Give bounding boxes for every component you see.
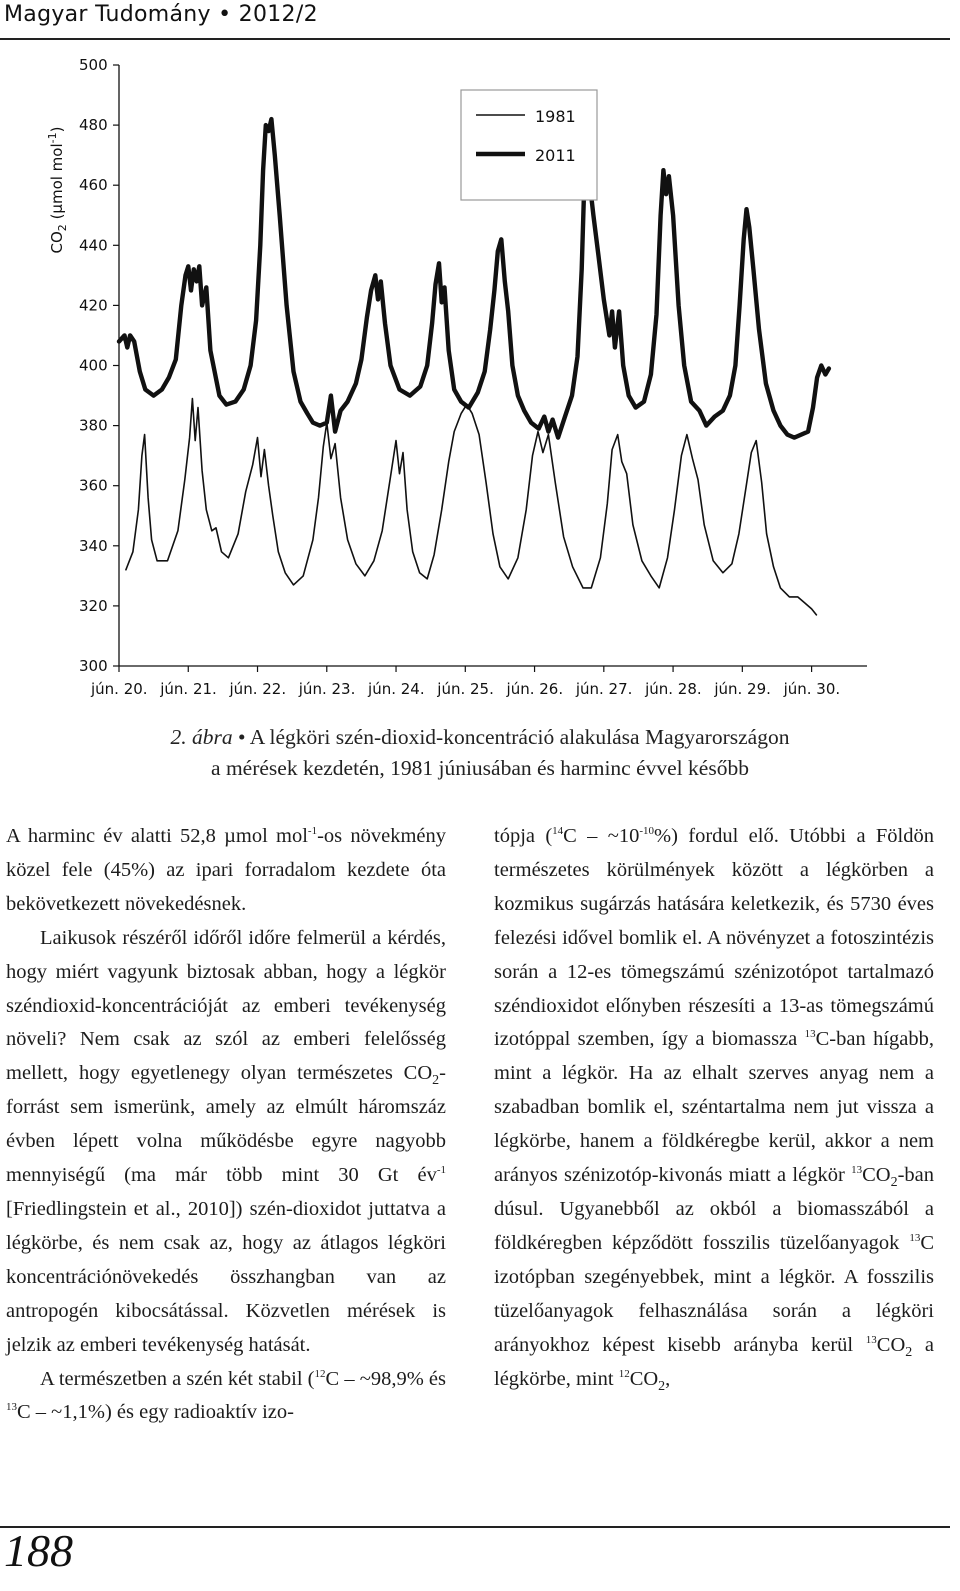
co2-line-chart bbox=[0, 40, 960, 720]
superscript: 12 bbox=[314, 1367, 326, 1380]
y-tick-label: 460 bbox=[79, 176, 108, 195]
caption-text-1: A légköri szén-dioxid-koncentráció alakulása Magyarországon bbox=[249, 725, 790, 749]
superscript: 12 bbox=[618, 1367, 630, 1380]
text-run: C – ~1,1%) és egy radioaktív izo- bbox=[17, 1401, 294, 1424]
text-run: -os növekmény közel fele (45%) az ipari forradalom kezdete óta bekövetkezett növekedésnek. bbox=[6, 825, 447, 915]
text-run: C izotópban szegényebbek, mint a légkör. A fosszilis tüzelőanyagok felhasználása során a légköri arányokhoz képest kisebb arányba kerül bbox=[494, 1231, 934, 1356]
x-tick-label: jún. 27. bbox=[575, 680, 633, 698]
text-run: CO bbox=[876, 1333, 906, 1356]
subscript: 2 bbox=[432, 1073, 440, 1089]
y-tick-label: 480 bbox=[79, 116, 108, 135]
text-run: tópja ( bbox=[494, 825, 553, 847]
x-tick-label: jún. 28. bbox=[645, 680, 702, 698]
subscript: 2 bbox=[905, 1344, 913, 1360]
y-tick-label: 340 bbox=[79, 536, 108, 555]
legend-box bbox=[461, 90, 597, 200]
subscript: 2 bbox=[890, 1175, 898, 1191]
caption-label: 2. ábra bbox=[170, 725, 233, 749]
text-run: C – ~98,9% és bbox=[325, 1367, 447, 1390]
y-axis-title-part: (µmol mol bbox=[48, 143, 66, 225]
superscript: 13 bbox=[909, 1232, 921, 1245]
journal-title: Magyar Tudomány • 2012/2 bbox=[4, 2, 318, 27]
text-run: a légkörbe, mint bbox=[494, 1333, 934, 1390]
superscript: -1 bbox=[436, 1164, 446, 1177]
text-run: , bbox=[665, 1367, 671, 1390]
x-tick-label: jún. 21. bbox=[160, 680, 217, 698]
y-tick-label: 500 bbox=[79, 56, 108, 74]
superscript: 13 bbox=[804, 1028, 816, 1041]
text-run: CO bbox=[629, 1367, 659, 1390]
y-tick-label: 400 bbox=[79, 356, 108, 375]
superscript: 13 bbox=[6, 1401, 17, 1414]
caption-line-1: 2. ábra • A légköri szén-dioxid-koncentráció alakulása Magyarországon bbox=[170, 725, 790, 749]
text-run: C-ban hígabb, mint a légkör. Ha az elhalt szerves anyag nem a szabadban bomlik el, széntartalma nem jut vissza a légkörbe, hanem a földkéregbe kerül, akkor a nem arányos szénizotóp-kivonás miatt a légkör bbox=[494, 1028, 934, 1187]
paragraph bbox=[494, 820, 934, 1396]
series-line-1981 bbox=[126, 399, 817, 615]
x-tick-label: jún. 23. bbox=[298, 680, 356, 698]
superscript: -10 bbox=[639, 825, 655, 838]
y-axis-title-sup: -1 bbox=[46, 132, 59, 144]
text-run: %) fordul elő. Utóbbi a Földön természetes körülmények között a légkörben a kozmikus sugárzás hatására keletkezik, és 5730 éves felezési idővel bomlik el. A növényzet a fotoszintézis során a 12-es tömegszámú szénizotópot tartalmazó széndioxidot előnyben részesíti a 13-as tömegszámú izotóppal szemben, így a biomassza bbox=[494, 825, 934, 1051]
figure-caption bbox=[60, 722, 900, 784]
co2-chart-figure bbox=[0, 40, 960, 720]
footer-rule bbox=[0, 1526, 950, 1528]
superscript: -1 bbox=[307, 825, 318, 838]
legend-label-2011: 2011 bbox=[535, 146, 576, 165]
text-run: -forrást sem ismerünk, amely az elmúlt háromszáz évben lépett volna működésbe egyre nagyobb mennyiségű (ma már több mint 30 Gt év bbox=[6, 1062, 446, 1187]
superscript: 13 bbox=[865, 1333, 877, 1346]
x-tick-label: jún. 24. bbox=[368, 680, 425, 698]
text-run: A harminc év alatti 52,8 µmol mol bbox=[6, 825, 308, 847]
y-tick-label: 320 bbox=[79, 596, 108, 615]
x-tick-label: jún. 22. bbox=[229, 680, 287, 698]
y-tick-label: 420 bbox=[79, 296, 108, 315]
y-tick-label: 300 bbox=[79, 657, 108, 675]
superscript: 13 bbox=[851, 1164, 863, 1177]
text-run: Laikusok részéről időről időre felmerül a kérdés, hogy miért vagyunk biztosak abban, hogy a légkör széndioxid-koncentrációját az emberi tevékenység növeli? Nem csak az szól az emberi felelősség mellett, hogy egyetlenegy olyan természetes CO bbox=[6, 926, 446, 1085]
y-tick-label: 440 bbox=[79, 236, 108, 255]
y-axis-title-part: ) bbox=[48, 126, 66, 133]
x-tick-label: jún. 25. bbox=[437, 680, 494, 698]
paragraph bbox=[6, 820, 446, 922]
text-column-right bbox=[494, 820, 934, 1396]
page-number: 188 bbox=[4, 1525, 73, 1576]
x-tick-label: jún. 20. bbox=[91, 680, 148, 698]
y-tick-label: 380 bbox=[79, 416, 108, 435]
legend-label-1981: 1981 bbox=[535, 107, 576, 126]
x-tick-label: jún. 29. bbox=[714, 680, 771, 698]
y-axis-title bbox=[46, 127, 69, 254]
superscript: 14 bbox=[552, 825, 564, 838]
text-column-left bbox=[6, 820, 446, 1430]
y-axis-title-part: CO bbox=[48, 231, 66, 254]
paragraph bbox=[6, 1363, 446, 1431]
chart-legend bbox=[461, 90, 597, 200]
subscript: 2 bbox=[658, 1378, 666, 1394]
page-header bbox=[0, 0, 950, 40]
y-axis-title-sub: 2 bbox=[56, 224, 69, 232]
x-tick-label: jún. 30. bbox=[783, 680, 841, 698]
caption-text-2: a mérések kezdetén, 1981 júniusában és harminc évvel később bbox=[211, 756, 749, 780]
paragraph bbox=[6, 922, 446, 1363]
text-run: [Friedlingstein et al., 2010]) szén-dioxidot juttatva a légkörbe, és nem csak az, hogy az átlagos légköri koncentrációnövekedés összhangban van az antropogén kibocsátással. Közvetlen mérések is jelzik az emberi tevékenység hatását. bbox=[6, 1197, 446, 1356]
text-run: C – ~10 bbox=[563, 825, 640, 847]
text-run: -ban dúsul. Ugyanebből az okból a biomasszából a földkéregben képződött fosszilis tüzelőanyagok bbox=[494, 1164, 934, 1254]
text-run: A természetben a szén két stabil ( bbox=[40, 1367, 315, 1390]
y-tick-label: 360 bbox=[79, 476, 108, 495]
x-tick-label: jún. 26. bbox=[506, 680, 564, 698]
text-run: CO bbox=[862, 1164, 891, 1187]
